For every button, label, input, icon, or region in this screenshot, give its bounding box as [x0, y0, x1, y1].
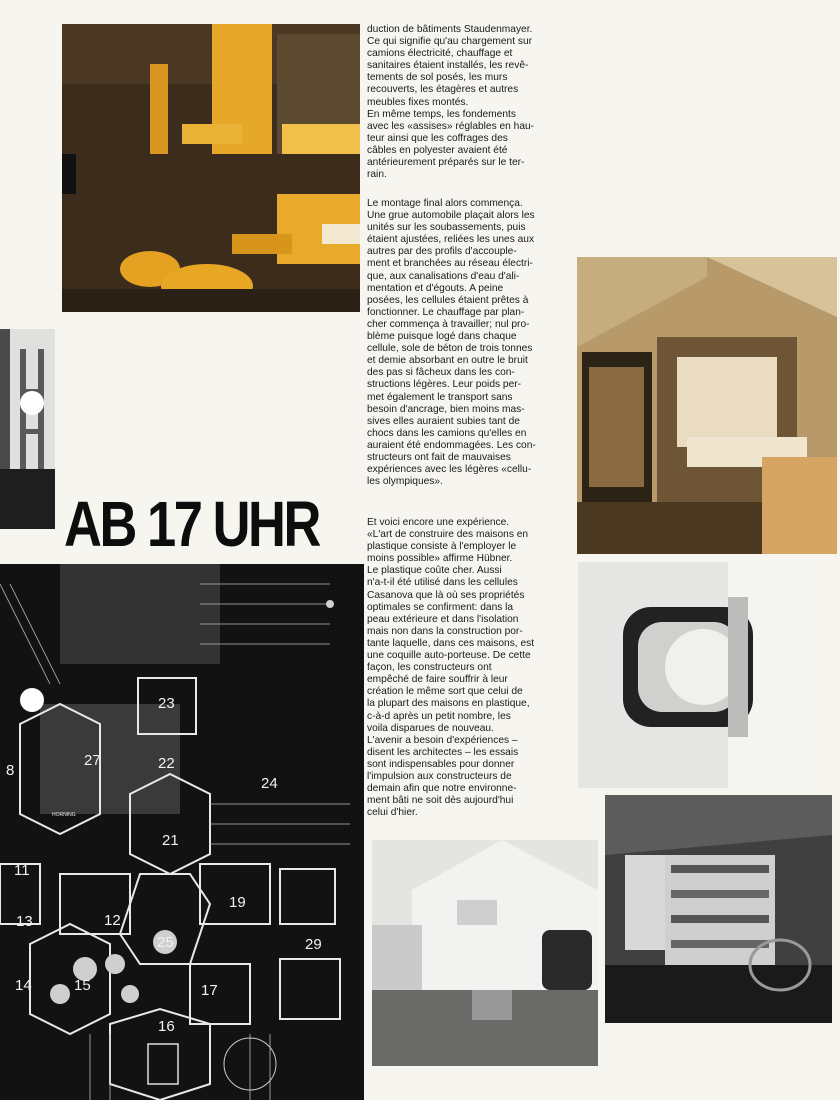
- plan-label-2o: 2o: [289, 895, 306, 912]
- exterior-cells-photo: [372, 840, 598, 1066]
- plan-small-label: HORNING: [52, 812, 76, 818]
- plan-label-25: 25: [157, 934, 174, 951]
- plan-label-14: 14: [15, 977, 32, 994]
- plan-label-27: 27: [84, 752, 101, 769]
- plan-label-16: 16: [158, 1018, 175, 1035]
- bookshelf-interior-photo: [605, 795, 832, 1023]
- paragraph-1: duction de bâtiments Staudenmayer. Ce qui signifie qu'au chargement sur camions électricité, chauffage et sanitaires étaient installés, les revê- tements de sol posés, les murs recouverts, les étagères et autres meubles fixes montés. En même temps, les fondements avec les «assises» réglables en hau- teur ainsi que les coffrages des câbles en polyester avaient été antérieurement préparés sur le ter- rain.: [367, 24, 535, 181]
- plan-label-23: 23: [158, 695, 175, 712]
- plan-label-11: 11: [14, 862, 30, 879]
- bathroom-photo: [62, 24, 360, 312]
- plan-label-13: 13: [16, 913, 33, 930]
- headline: AB 17 UHR: [64, 488, 319, 560]
- plan-label-21: 21: [162, 832, 179, 849]
- living-room-photo: [577, 257, 837, 554]
- plan-label-17: 17: [201, 982, 218, 999]
- ladder-photo: [0, 329, 55, 529]
- plan-label-19: 19: [229, 894, 246, 911]
- plan-label-15: 15: [74, 977, 91, 994]
- wall-lamp-photo: [578, 562, 804, 788]
- plan-label-22: 22: [158, 755, 175, 772]
- plan-label-12: 12: [104, 912, 121, 929]
- plan-label-29: 29: [305, 936, 322, 953]
- plan-label-24: 24: [261, 775, 278, 792]
- floor-plan: [0, 564, 364, 1100]
- paragraph-2: Le montage final alors commença. Une grue automobile plaçait alors les unités sur les soubassements, puis étaient ajustées, reliées les unes aux autres par des profils d'accouple- ment et branchées au réseau électri- que, aux canalisations d'eau d'ali- mentation et d'égouts. A peine posées, les cellules étaient prêtes à fonctionner. Le chauffage par plan- cher commença à travailler; nul pro- blème puisque logé dans chaque cellule, sole de béton de trois tonnes et demie absorbant en outre le bruit des pas si fâcheux dans les con- structions légères. Leur poids per- met également le transport sans besoin d'ancrage, bien moins mas- sives elles auraient subies tant de chocs dans les camions qu'elles en auraient été endommagées. Les con- structeurs ont fait de mauvaises expériences avec les légères «cellu- les olympiques».: [367, 198, 536, 488]
- paragraph-3: Et voici encore une expérience. «L'art de construire des maisons en plastique consiste à l'employer le moins possible» affirme Hübner. Le plastique coûte cher. Aussi n'a-t-il été utilisé dans les cellules Casanova que là où ses propriétés optimales se confirment: dans la peau extérieure et dans l'isolation mais non dans la construction por- tante laquelle, dans ces maisons, est une coquille auto-porteuse. De cette façon, les constructeurs ont empêché de faire souffrir à leur création le même sort que celui de la plupart des maisons en plastique, c-à-d après un petit nombre, les voila disparues de nouveau. L'avenir a besoin d'expériences – disent les architectes – les essais sont indispensables pour donner l'impulsion aux constructeurs de demain afin que notre environne- ment bâti ne soit dès aujourd'hui celui d'hier.: [367, 517, 535, 819]
- plan-label-8: 8: [6, 762, 15, 779]
- plan-label-18: 18: [301, 981, 318, 998]
